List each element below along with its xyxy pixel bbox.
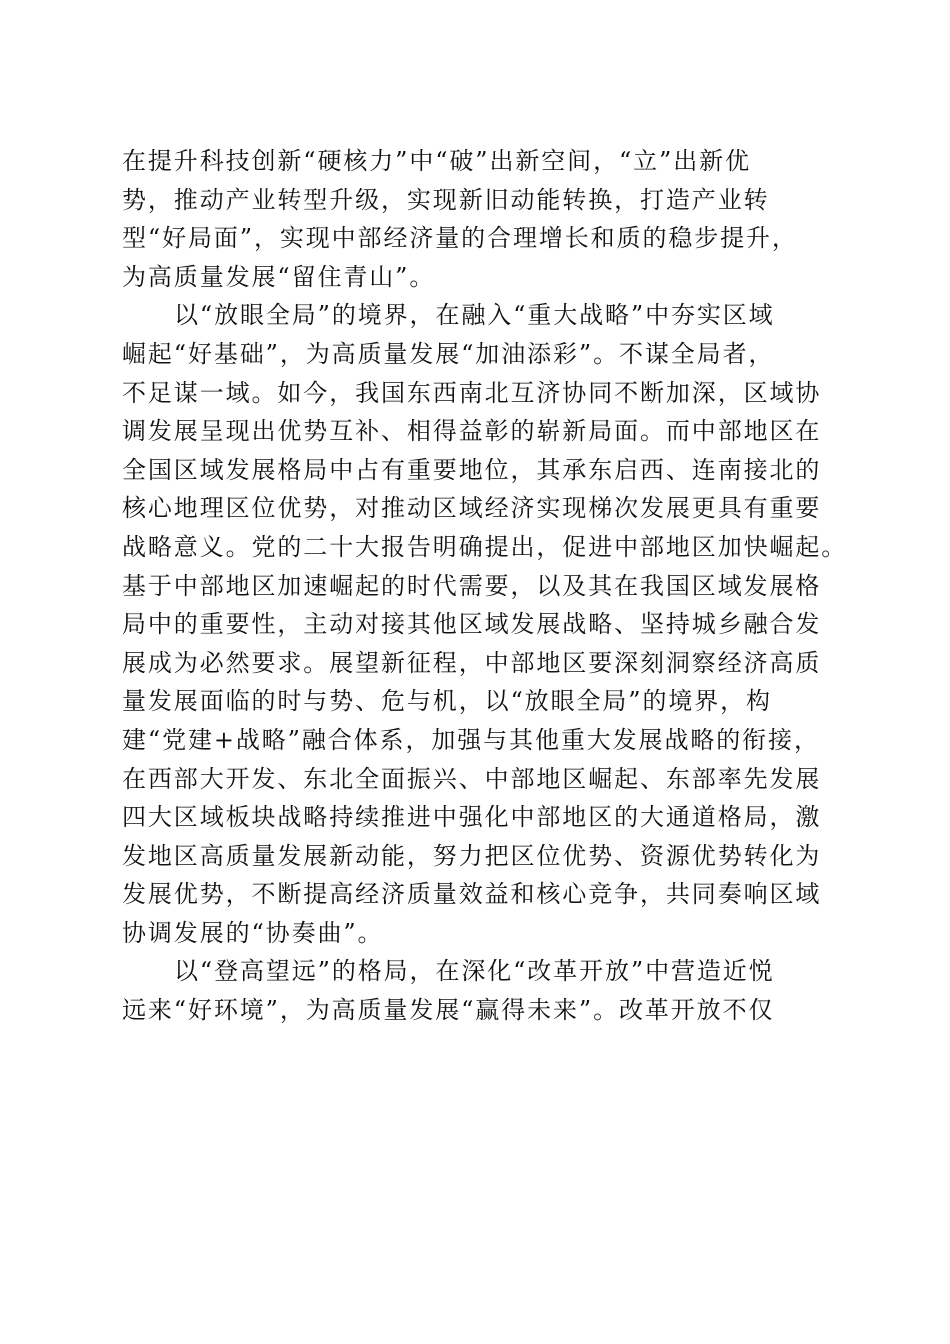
text-line: 不足谋一域。如今，我国东西南北互济协同不断加深，区域协 bbox=[122, 378, 822, 407]
text-line: 为高质量发展“留住青山”。 bbox=[122, 262, 436, 291]
text-line: 基于中部地区加速崛起的时代需要，以及其在我国区域发展格 bbox=[122, 571, 822, 600]
text-line: 量发展面临的时与势、危与机，以“放眼全局”的境界，构 bbox=[122, 687, 772, 716]
text-line: 四大区域板块战略持续推进中强化中部地区的大通道格局，激 bbox=[122, 803, 822, 832]
body-text bbox=[122, 142, 848, 1030]
text-line: 展成为必然要求。展望新征程，中部地区要深刻洞察经济高质 bbox=[122, 648, 822, 677]
paragraph-first-line: 以“登高望远”的格局，在深化“改革开放”中营造近悦 bbox=[174, 957, 775, 986]
text-line: 局中的重要性，主动对接其他区域发展战略、坚持城乡融合发 bbox=[122, 610, 822, 639]
text-line: 建“党建+战略”融合体系，加强与其他重大发展战略的衔接， bbox=[122, 725, 820, 754]
text-line: 在西部大开发、东北全面振兴、中部地区崛起、东部率先发展 bbox=[122, 764, 822, 793]
text-line: 协调发展的“协奏曲”。 bbox=[122, 918, 384, 947]
text-line: 势，推动产业转型升级，实现新旧动能转换，打造产业转 bbox=[122, 185, 770, 214]
text-line: 核心地理区位优势，对推动区域经济实现梯次发展更具有重要 bbox=[122, 494, 822, 523]
text-line: 远来“好环境”，为高质量发展“赢得未来”。改革开放不仅 bbox=[122, 996, 775, 1025]
text-line: 发地区高质量发展新动能，努力把区位优势、资源优势转化为 bbox=[122, 841, 822, 870]
paragraph-first-line: 以“放眼全局”的境界，在融入“重大战略”中夯实区域 bbox=[174, 301, 775, 330]
text-line: 全国区域发展格局中占有重要地位，其承东启西、连南接北的 bbox=[122, 455, 822, 484]
text-line: 调发展呈现出优势互补、相得益彰的崭新局面。而中部地区在 bbox=[122, 417, 822, 446]
text-line: 型“好局面”，实现中部经济量的合理增长和质的稳步提升， bbox=[122, 224, 798, 253]
text-line: 战略意义。党的二十大报告明确提出，促进中部地区加快崛起。 bbox=[122, 532, 848, 561]
text-line: 发展优势，不断提高经济质量效益和核心竞争，共同奏响区域 bbox=[122, 880, 822, 909]
text-line: 崛起“好基础”，为高质量发展“加油添彩”。不谋全局者， bbox=[122, 339, 775, 368]
text-line: 在提升科技创新“硬核力”中“破”出新空间，“立”出新优 bbox=[122, 147, 751, 175]
